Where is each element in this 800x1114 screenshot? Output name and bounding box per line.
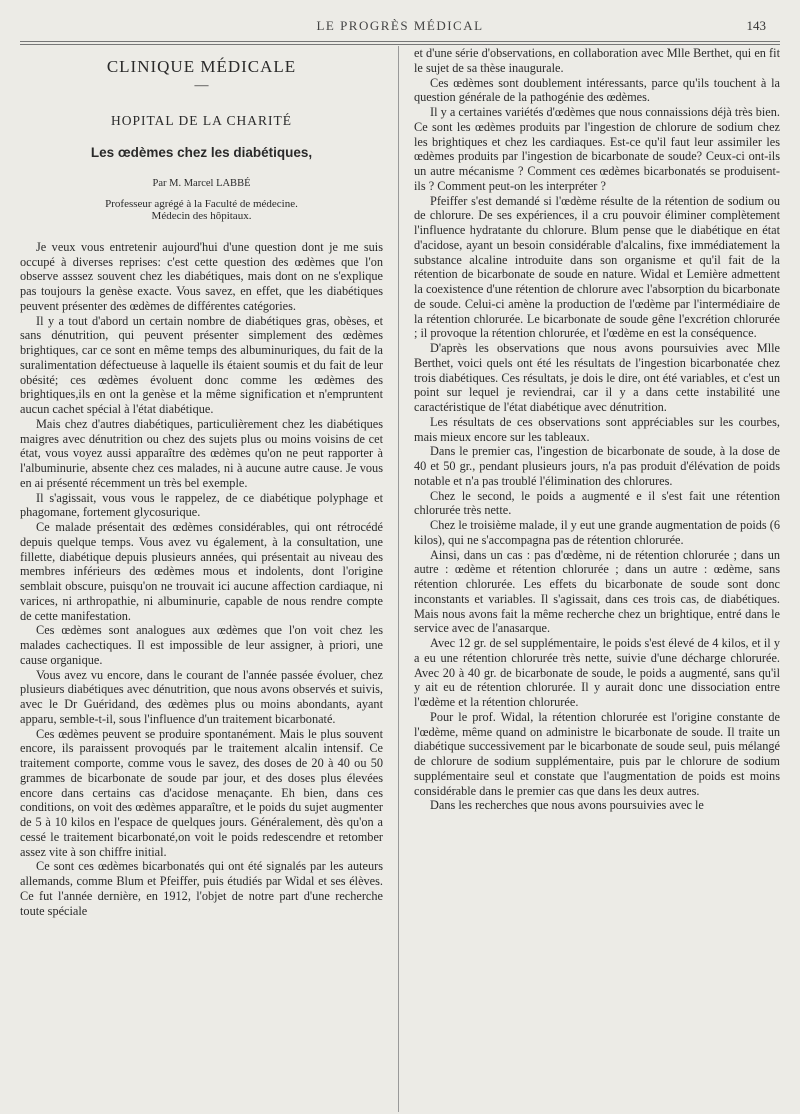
paragraph: Il y a tout d'abord un certain nombre de diabétiques gras, obèses, et sans dénutrition, qui peuvent présenter simplement des œdèmes brightiques, car ce sont en même temps des albuminuriques, du fait de la suralimentation défectueuse à laquelle ils étaient soumis et du fait de leur obésité; ces œdèmes évoluent donc comme les œdèmes des brightiques,ils en ont la genèse et la même signification et n'empruntent aucun cachet spécial à l'état diabétique. — [20, 313, 383, 416]
author-role-line: Professeur agrégé à la Faculté de médecine. — [105, 197, 298, 210]
paragraph: Mais chez d'autres diabétiques, particulièrement chez les diabétiques maigres avec dénutrition ou chez des sujets plus ou moins voisins de cet état, vous voyez aussi apparaître des œdèmes qu'on ne peut rapporter à l'albuminurie, absente chez ces malades, ni à aucune autre cause. Je vous en ai présenté récemment un très bel exemple. — [20, 416, 383, 490]
title-dash: — — [194, 77, 209, 93]
paragraph: Avec 12 gr. de sel supplémentaire, le poids s'est élevé de 4 kilos, et il y a eu une rétention chlorurée très nette, suivie d'une décharge chlorurée. Avec 20 à 40 gr. de bicarbonate de soude, le poids a augmenté, sans qu'il y ait eu de rétention chlorurée. Il y aurait donc une dissociation entre l'œdème et la rétention chlorurée. — [414, 636, 780, 709]
author-role-line: Médecin des hôpitaux. — [151, 209, 252, 222]
paragraph: Ce malade présentait des œdèmes considérables, qui ont rétrocédé depuis quelque temps. Vous avez vu également, à la consultation, une fillette, diabétique depuis plusieurs années, qui présentait au niveau des membres inférieurs des œdèmes mous et indolents, dont l'origine semblait obscure, puisqu'on ne trouvait ici aucune affection cardiaque, ni varices, ni arthropathie, ni albuminurie, capable de nous rendre compte de cette manifestation. — [20, 520, 383, 623]
paragraph: Je veux vous entretenir aujourd'hui d'une question dont je me suis occupé à diverses reprises: c'est cette question des œdèmes que l'on observe asssez souvent chez les diabétiques, mais dont on ne s'explique pas toujours la genèse exacte. Vous savez, en effet, que les diabétiques peuvent présenter des œdèmes de différentes catégories. — [20, 239, 383, 313]
hospital-name: HOPITAL DE LA CHARITÉ — [110, 112, 293, 128]
paragraph: Vous avez vu encore, dans le courant de l'année passée évoluer, chez plusieurs diabétiques avec dénutrition, que nous avons observés et suivis, avec le Dr Guéridand, des œdèmes plus ou moins abondants, ayant apparu, semble-t-il, sous l'influence d'un traitement bicarbonaté. — [20, 667, 383, 726]
paragraph: Pfeiffer s'est demandé si l'œdème résulte de la rétention de sodium ou de chlorure. De ses expériences, il a cru pouvoir éliminer complètement l'influence hydratante du chlorure. Blum pense que le diabétique en état d'acidose, ayant un besoin considérable d'alcalins, fixe immédiatement la substance alcaline introduite dans son organisme et qu'il fait de la rétention de bicarbonate de soude en nature. Widal et Lemière admettent la coexistence d'une rétention de chlorure avec l'absorption du bicarbonate de soude. Celui-ci amène la production de l'œdème par l'intermédiaire de la rétention chlorurée. Le bicarbonate de soude gêne l'excrétion chlorurée ; il provoque la rétention chlorurée, et l'œdème en est la conséquence. — [414, 193, 781, 341]
paragraph: et d'une série d'observations, en collaboration avec Mlle Berthet, qui en fit le sujet de sa thèse inaugurale. — [414, 46, 780, 75]
paragraph: Il s'agissait, vous vous le rappelez, de ce diabétique polyphage et phagomane, fortement glycosurique. — [20, 490, 383, 520]
paragraph: Chez le second, le poids a augmenté e il s'est fait une rétention chlorurée très nette. — [414, 488, 780, 518]
paragraph: Pour le prof. Widal, la rétention chlorurée est l'origine constante de l'œdème, même quand on administre le bicarbonate de soude. Il traite un diabétique successivement par le bicarbonate de soude seul, puis mélangé de chlorure de sodium supplémentaire, puis par le chlorure de sodium supplémentaire seul et constate que l'augmentation de poids est moins considérable dans le premier cas que dans les deux autres. — [414, 709, 780, 798]
header-rule-top — [20, 41, 780, 42]
left-column — [20, 57, 383, 918]
author-role — [20, 198, 383, 222]
column-divider — [398, 46, 399, 1112]
header-rule-bottom — [20, 44, 780, 45]
paragraph: Chez le troisième malade, il y eut une grande augmentation de poids (6 kilos), qui ne s'accompagna pas de rétention chlorurée. — [414, 518, 781, 547]
running-title: LE PROGRÈS MÉDICAL — [316, 18, 484, 33]
paragraph: Il y a certaines variétés d'œdèmes que nous connaissions déjà très bien. Ce sont les œdèmes produits par l'ingestion de chlorure de sodium chez les brightiques et chez les cardiaques. Est-ce qu'il faut leur assimiler les œdèmes produits par l'ingestion de bicarbonate de soude? Ceux-ci ont-ils un autre mécanisme ? Comment ces œdèmes bicarbonatés se produisent-ils ? Comment peut-on les interpréter ? — [414, 105, 780, 193]
paragraph: Ces œdèmes peuvent se produire spontanément. Mais le plus souvent encore, ils paraissent provoqués par le traitement alcalin intensif. Ce traitement comporte, comme vous le savez, des doses de 20 à 40 ou 50 grammes de bicarbonate de soude par jour, et des doses plus élevées encore dans certains cas d'acidose menaçante. Eh bien, dans ces conditions, on voit des œdèmes apparaître, et le poids du sujet augmenter de 5 à 10 kilos en l'espace de quelques jours. Généralement, dès qu'on a cessé le traitement bicarbonaté,on voit le poids redescendre et retomber assez vite à son chiffre initial. — [20, 726, 383, 859]
right-column — [414, 46, 780, 813]
page-number: 143 — [746, 18, 766, 33]
paragraph: Ainsi, dans un cas : pas d'œdème, ni de rétention chlorurée ; dans un autre : œdème et rétention chlorurée ; dans un autre : œdème, sans rétention chlorurée. Les effets du bicarbonate de soude sont donc inconstants et variables. Il s'agissait, dans ces trois cas, de diabétiques. Mais nous avons fait la même recherche chez un brightique, entré dans le service avec de l'anasarque. — [414, 547, 780, 636]
paragraph: Ce sont ces œdèmes bicarbonatés qui ont été signalés par les auteurs allemands, comme Blum et Pfeiffer, puis étudiés par Widal et ses élèves. Ce fut l'année dernière, en 1912, l'objet de notre part d'une recherche toute spéciale — [20, 859, 383, 918]
paragraph: Ces œdèmes sont analogues aux œdèmes que l'on voit chez les malades cachectiques. Il est impossible de leur assigner, à priori, une cause organique. — [20, 623, 383, 667]
article-title: Les œdèmes chez les diabétiques, — [90, 145, 313, 161]
paragraph: Dans les recherches que nous avons poursuivies avec le — [430, 798, 704, 813]
section-title: CLINIQUE MÉDICALE — [106, 57, 297, 76]
paragraph: Ces œdèmes sont doublement intéressants, parce qu'ils touchent à la question générale de la pathogénie des œdèmes. — [414, 75, 780, 105]
paragraph: Dans le premier cas, l'ingestion de bicarbonate de soude, à la dose de 40 et 50 gr., pendant plusieurs jours, n'a pas produit d'élévation de poids notable et n'a pas troublé l'élimination des chlorures. — [414, 444, 780, 488]
paragraph: Les résultats de ces observations sont appréciables sur les courbes, mais mieux encore sur les tableaux. — [414, 414, 780, 444]
paragraph: D'après les observations que nous avons poursuivies avec Mlle Berthet, voici quels ont été les résultats de l'ingestion bicarbonatée chez trois diabétiques. Ces résultats, je dois le dire, ont été variables, et c'est un point sur lequel je reviendrai, car il y a dans cette instabilité une caractéristique de l'état diabétique avec dénutrition. — [414, 341, 780, 414]
author-line: Par M. Marcel LABBÉ — [152, 178, 251, 189]
page-header — [20, 16, 780, 36]
